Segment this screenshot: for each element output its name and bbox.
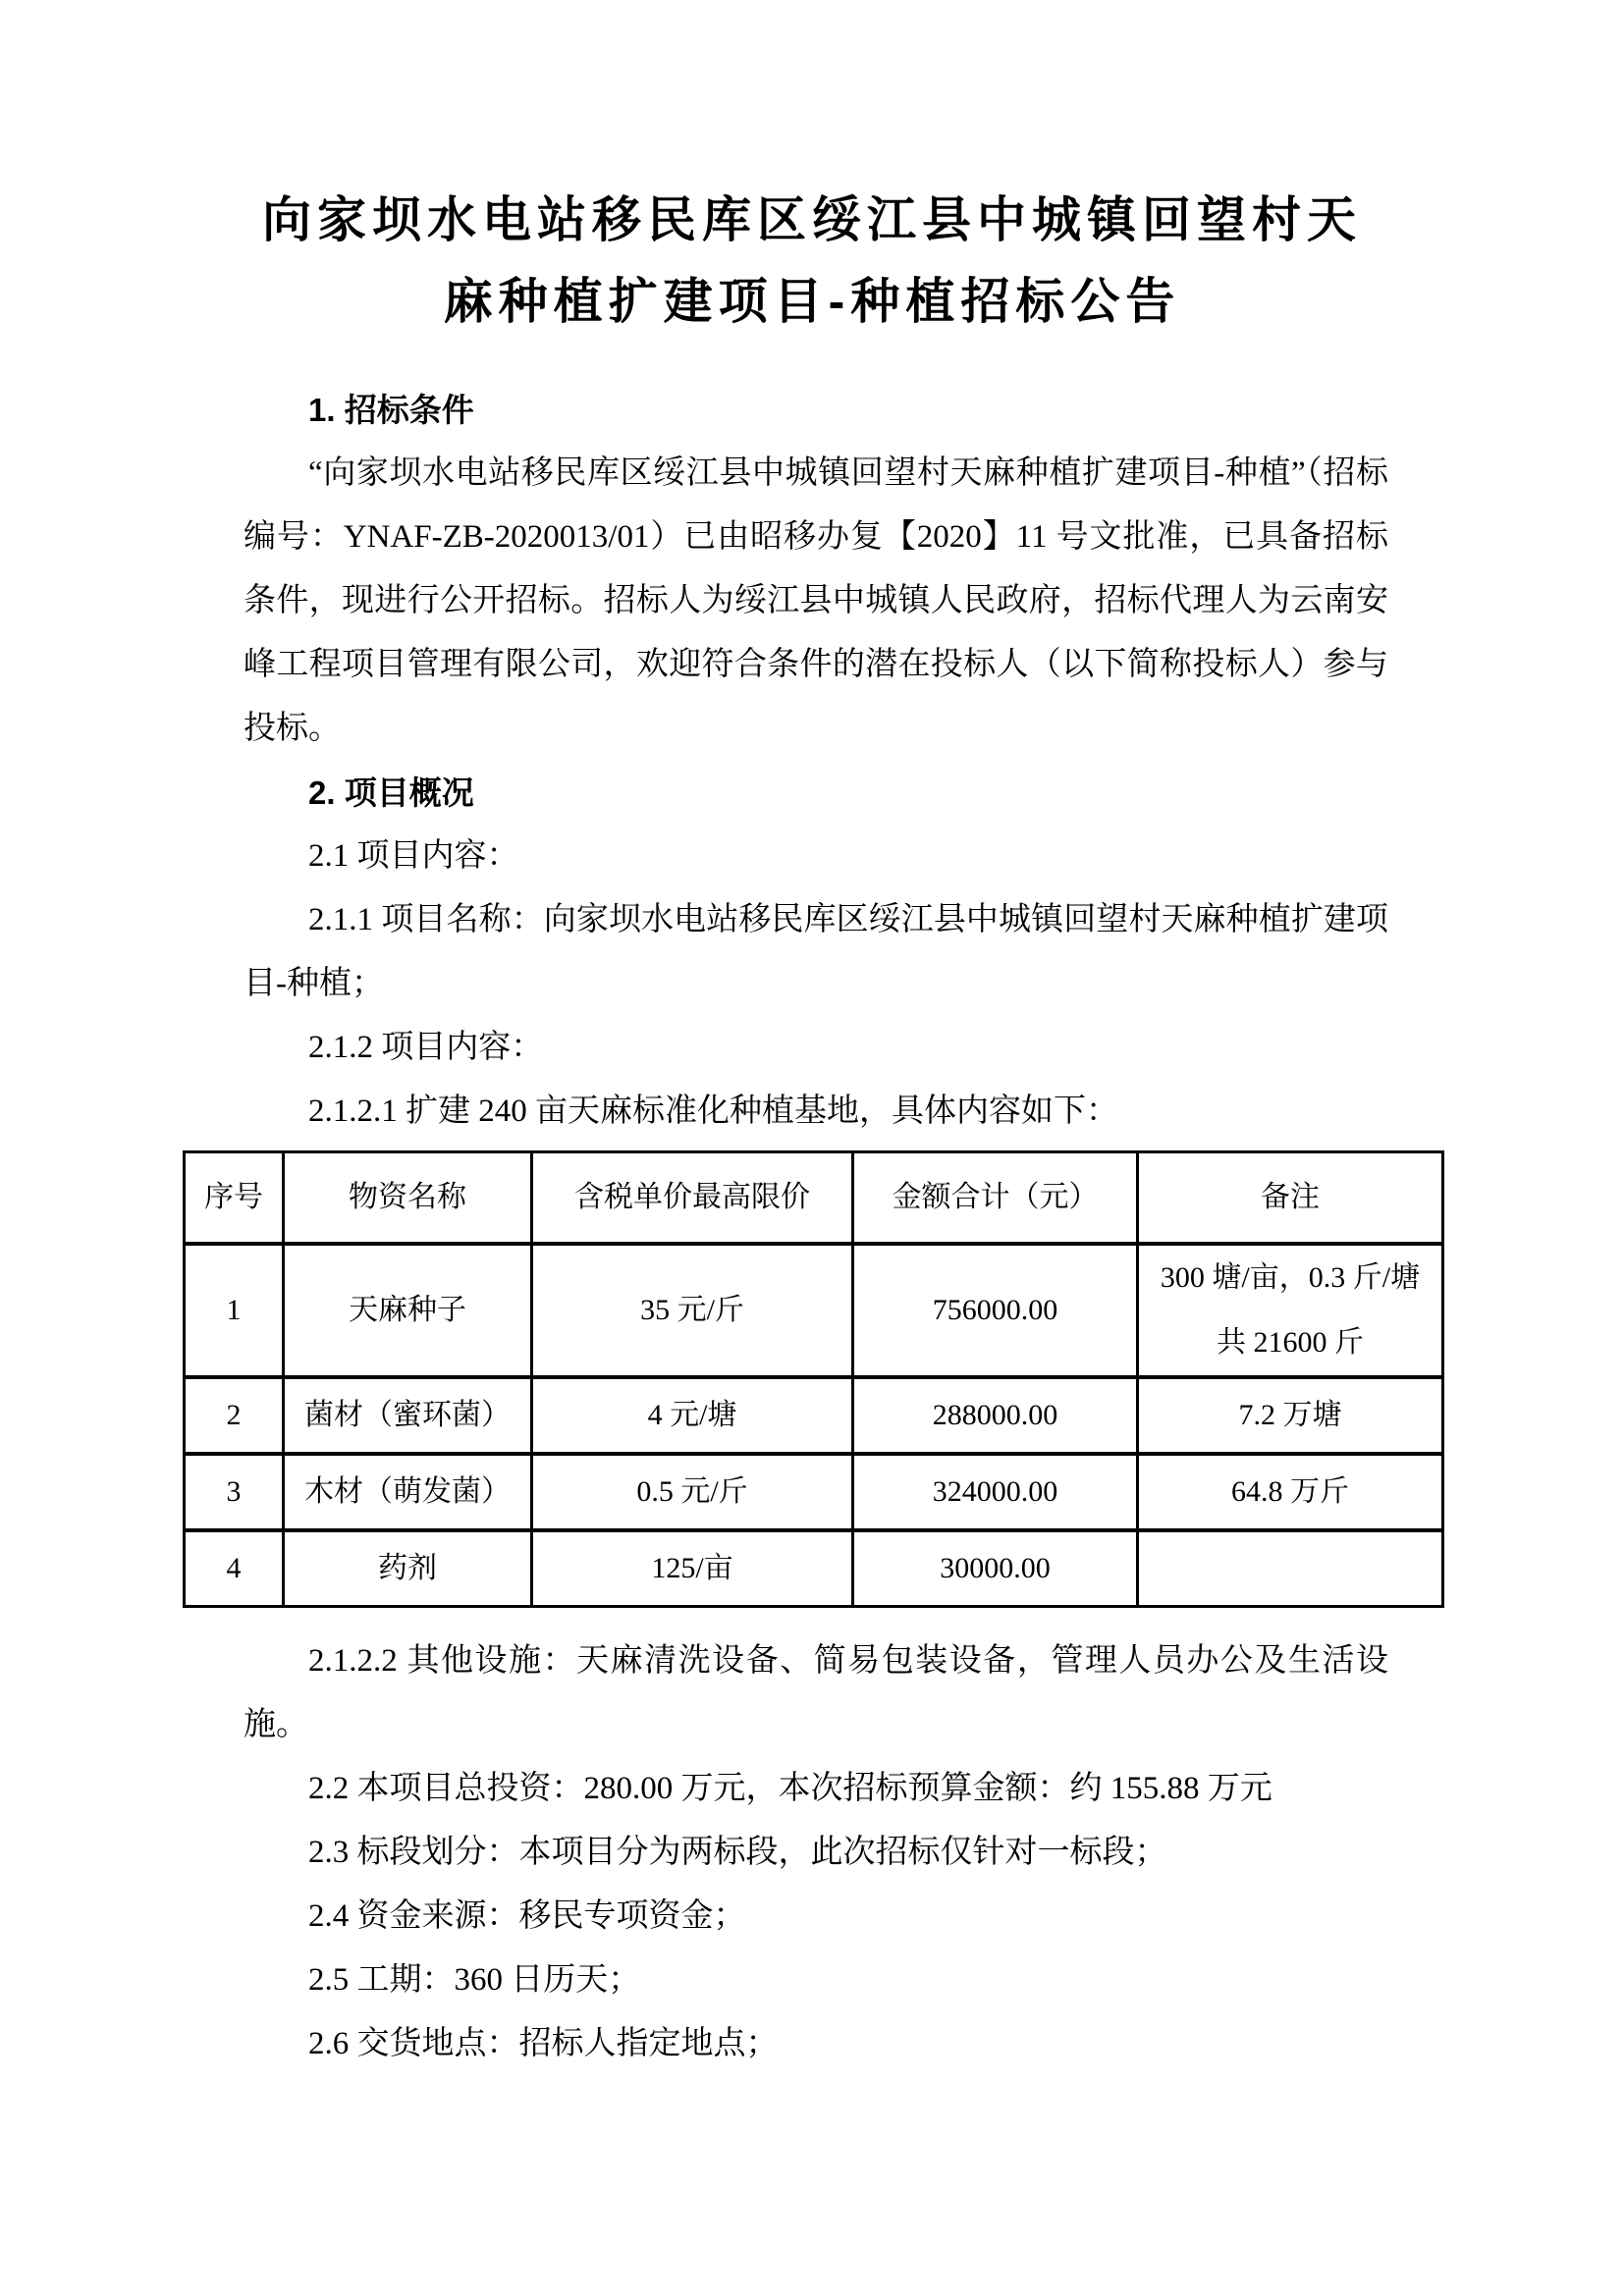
paragraph-2-2: 2.2 本项目总投资：280.00 万元，本次招标预算金额：约 155.88 万元 <box>308 1771 1272 1806</box>
table-row-1 <box>185 1244 1443 1377</box>
cell-amount: 30000.00 <box>853 1530 1138 1607</box>
cell-amount: 288000.00 <box>853 1377 1138 1454</box>
document-title <box>0 180 1624 343</box>
section-2-heading: 2. 项目概况 <box>308 774 474 811</box>
cell-amount: 324000.00 <box>853 1454 1138 1530</box>
cell-amount: 756000.00 <box>853 1244 1138 1377</box>
paragraph-2-5: 2.5 工期：360 日历天； <box>308 1962 641 1998</box>
paragraph-2-1-2-2: 2.1.2.2 其他设施：天麻清洗设备、简易包装设备，管理人员办公及生活设施。 <box>244 1643 1388 1742</box>
cell-seq: 1 <box>185 1244 284 1377</box>
cell-seq: 3 <box>185 1454 284 1530</box>
paragraph-2-3: 2.3 标段划分：本项目分为两标段，此次招标仅针对一标段； <box>308 1835 1167 1870</box>
remark-line-1: 300 塘/亩，0.3 斤/塘 <box>1160 1260 1421 1294</box>
paragraph-2-1-1: 2.1.1 项目名称：向家坝水电站移民库区绥江县中城镇回望村天麻种植扩建项目-种植； <box>244 902 1388 1001</box>
document-title-line-2: 麻种植扩建项目-种植招标公告 <box>443 274 1181 329</box>
header-remark: 备注 <box>1138 1152 1443 1244</box>
paragraph-2-1: 2.1 项目内容： <box>308 838 519 874</box>
cell-material-name: 药剂 <box>284 1530 532 1607</box>
tender-conditions-paragraph: “向家坝水电站移民库区绥江县中城镇回望村天麻种植扩建项目-种植”（招标编号：YNAF-ZB-2020013/01）已由昭移办复【2020】11 号文批准，已具备招标条件，现进行公开招标。招标人为绥江县中城镇人民政府，招标代理人为云南安峰工程项目管理有限公司，欢迎符合条件的潜在投标人（以下简称投标人）参与投标。 <box>244 455 1388 746</box>
cell-unit-price: 125/亩 <box>532 1530 853 1607</box>
paragraph-2-1-2: 2.1.2 项目内容： <box>308 1030 544 1065</box>
cell-remark: 64.8 万斤 <box>1138 1454 1443 1530</box>
table-row-4 <box>185 1530 1443 1607</box>
document-body <box>204 378 1421 2076</box>
paragraph-2-1-2-1: 2.1.2.1 扩建 240 亩天麻标准化种植基地，具体内容如下： <box>308 1094 1118 1129</box>
header-seq: 序号 <box>185 1152 284 1244</box>
materials-table <box>183 1150 1444 1608</box>
section-1-heading: 1. 招标条件 <box>308 392 474 428</box>
document-title-line-1: 向家坝水电站移民库区绥江县中城镇回望村天 <box>262 192 1362 247</box>
header-material-name: 物资名称 <box>284 1152 532 1244</box>
cell-material-name: 菌材（蜜环菌） <box>284 1377 532 1454</box>
paragraph-2-4: 2.4 资金来源：移民专项资金； <box>308 1898 746 1934</box>
cell-material-name: 木材（萌发菌） <box>284 1454 532 1530</box>
cell-unit-price: 35 元/斤 <box>532 1244 853 1377</box>
cell-seq: 2 <box>185 1377 284 1454</box>
cell-seq: 4 <box>185 1530 284 1607</box>
paragraph-2-6: 2.6 交货地点：招标人指定地点； <box>308 2026 779 2061</box>
table-row-2 <box>185 1377 1443 1454</box>
table-header-row <box>185 1152 1443 1244</box>
cell-remark <box>1138 1530 1443 1607</box>
header-unit-price: 含税单价最高限价 <box>532 1152 853 1244</box>
cell-unit-price: 0.5 元/斤 <box>532 1454 853 1530</box>
cell-unit-price: 4 元/塘 <box>532 1377 853 1454</box>
header-amount: 金额合计（元） <box>853 1152 1138 1244</box>
remark-line-2: 共 21600 斤 <box>1217 1325 1364 1359</box>
cell-material-name: 天麻种子 <box>284 1244 532 1377</box>
cell-remark <box>1138 1244 1443 1377</box>
table-row-3 <box>185 1454 1443 1530</box>
cell-remark: 7.2 万塘 <box>1138 1377 1443 1454</box>
